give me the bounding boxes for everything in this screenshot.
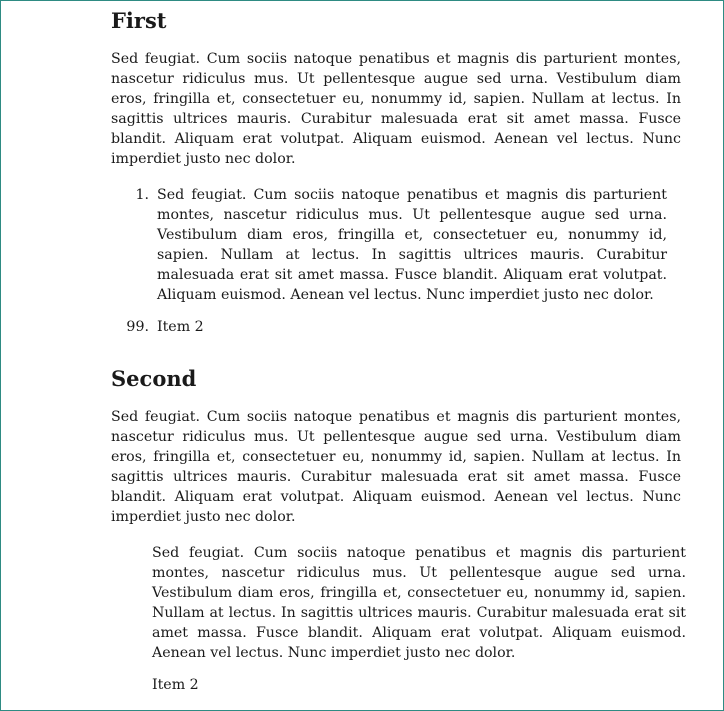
list-item-number: 1. xyxy=(135,187,149,203)
indented-item-1: Sed feugiat. Cum sociis natoque penatibus et magnis dis parturient montes, nascetur ridiculus mus. Ut pellentesque augue sed urna. Vestibulum diam eros, fringilla et, consectetuer eu, nonummy id, sapien. Nullam at lectus. In sagittis ultrices mauris. Curabitur malesuada erat sit amet massa. Fusce blandit. Aliquam erat volutpat. Aliquam euismod. Aenean vel lectus. Nunc imperdiet justo nec dolor. xyxy=(152,545,686,661)
list-item-number: 99. xyxy=(126,319,149,335)
section-second-paragraph: Sed feugiat. Cum sociis natoque penatibus et magnis dis parturient montes, nascetur ridiculus mus. Ut pellentesque augue sed urna. Vestibulum diam eros, fringilla et, consectetuer eu, nonummy id, sapien. Nullam at lectus. In sagittis ultrices mauris. Curabitur malesuada erat sit amet massa. Fusce blandit. Aliquam erat volutpat. Aliquam euismod. Aenean vel lectus. Nunc imperdiet justo nec dolor. xyxy=(111,409,681,525)
section-heading-first: First xyxy=(111,8,167,33)
list-item-text: Sed feugiat. Cum sociis natoque penatibus et magnis dis parturient montes, nascetur ridiculus mus. Ut pellentesque augue sed urna. Vestibulum diam eros, fringilla et, consectetuer eu, nonummy id, sapien. Nullam at lectus. In sagittis ultrices mauris. Curabitur malesuada erat sit amet massa. Fusce blandit. Aliquam erat volutpat. Aliquam euismod. Aenean vel lectus. Nunc imperdiet justo nec dolor. xyxy=(157,187,667,303)
indented-item-2: Item 2 xyxy=(152,677,199,693)
list-item-text: Item 2 xyxy=(157,319,204,335)
section-heading-second: Second xyxy=(111,366,197,391)
section-first-paragraph: Sed feugiat. Cum sociis natoque penatibus et magnis dis parturient montes, nascetur ridiculus mus. Ut pellentesque augue sed urna. Vestibulum diam eros, fringilla et, consectetuer eu, nonummy id, sapien. Nullam at lectus. In sagittis ultrices mauris. Curabitur malesuada erat sit amet massa. Fusce blandit. Aliquam erat volutpat. Aliquam euismod. Aenean vel lectus. Nunc imperdiet justo nec dolor. xyxy=(111,51,681,167)
